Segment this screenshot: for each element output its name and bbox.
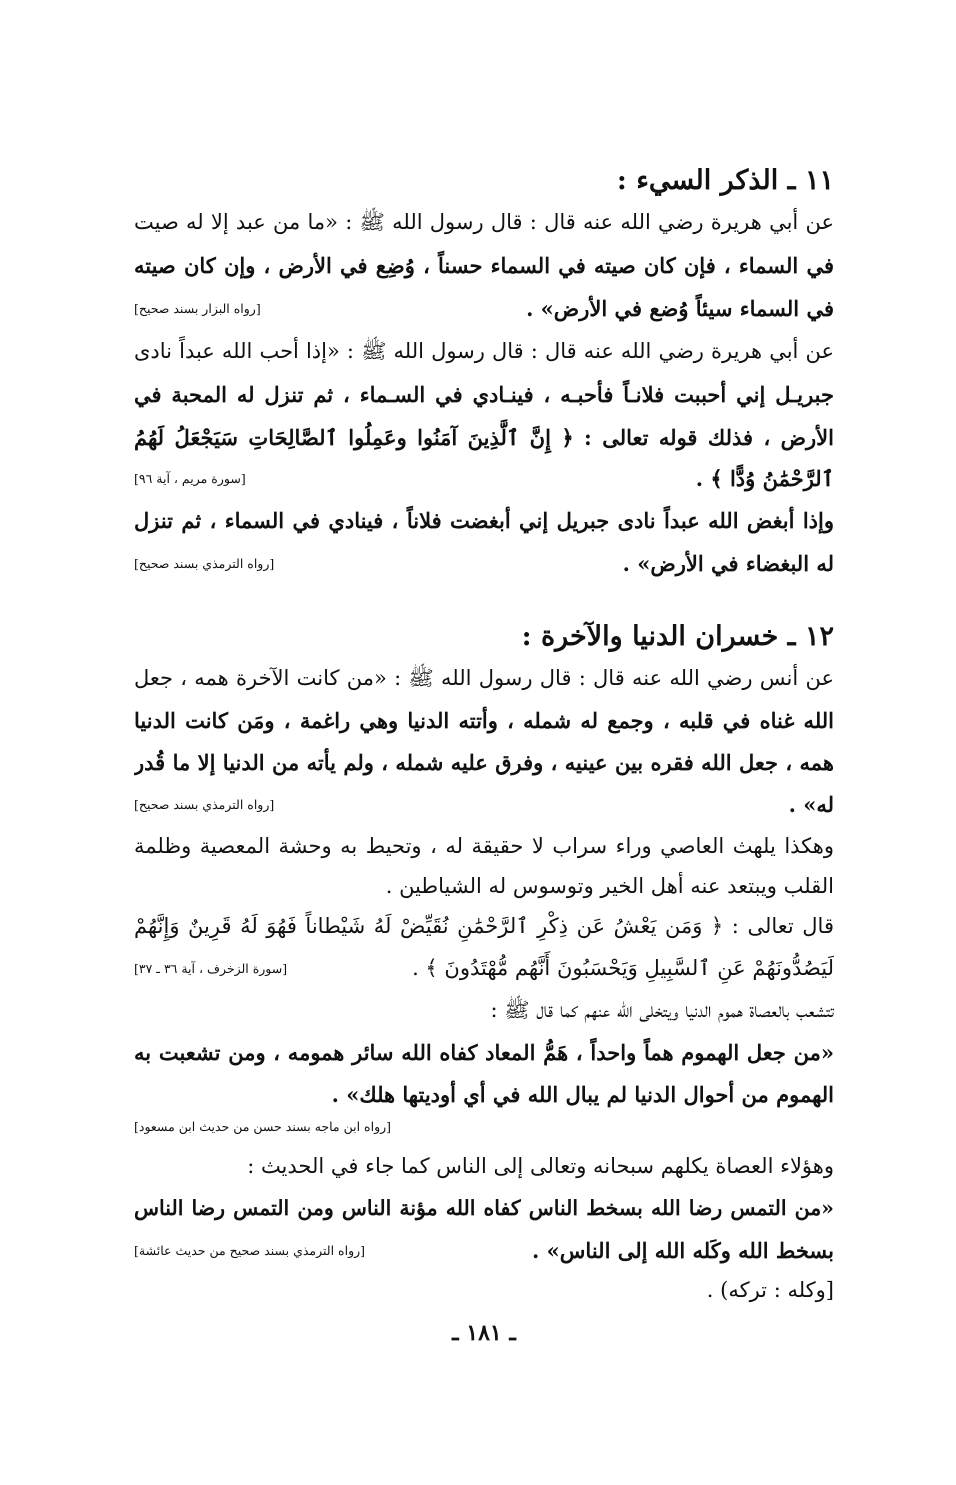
section-12-line-7: قال تعالى : ﴿ وَمَن يَعْشُ عَن ذِكْرِ ٱلرَّحْمَٰنِ نُقَيِّضْ لَهُ شَيْطاناً فَهُوَ لَهُ قَرِينٌ وَإِنَّهُمْ bbox=[134, 914, 834, 938]
section-11-line-3-text: في السماء سيئاً وُضع في الأرض» . bbox=[526, 296, 834, 321]
citation-ibn-majah: [رواه ابن ماجه بسند حسن من حديث ابن مسعود] bbox=[134, 1119, 392, 1134]
section-11-line-9 bbox=[134, 543, 834, 584]
section-12-line-11: الهموم من أحوال الدنيا لم يبال الله في أي أوديتها هلك» . bbox=[331, 1082, 834, 1107]
section-12-line-9: تتشعب بالعصاة هموم الدنيا ويتخلى الله عنهم كما قال ﷺ : bbox=[490, 998, 834, 1022]
citation-surat-zukhruf: [سورة الزخرف ، آية ٣٦ ـ ٣٧] bbox=[134, 961, 288, 976]
citation-tirmidhi-1: [رواه الترمذي بسند صحيح] bbox=[134, 556, 275, 571]
section-11-line-1: عن أبي هريرة رضي الله عنه قال : قال رسول الله ﷺ : «ما من عبد إلا له صيت bbox=[134, 210, 834, 234]
section-11-line-5: جبريـل إني أحببت فلانـاً فأحبـه ، فينـادي في السـماء ، ثم تنزل له المحبة في bbox=[134, 382, 834, 407]
section-12-line-14-text: بسخط الله وكَله الله إلى الناس» . bbox=[532, 1238, 834, 1263]
section-12-line-15: [وكله : تركه) . bbox=[706, 1278, 834, 1302]
section-12-line-8 bbox=[134, 948, 834, 989]
page-number: ـ ١٨١ ـ bbox=[452, 1320, 516, 1346]
section-11-line-3 bbox=[134, 288, 834, 329]
section-11-line-2: في السماء ، فإن كان صيته في السماء حسناً ، وُضِع في الأرض ، وإن كان صيته bbox=[134, 253, 834, 278]
citation-surat-maryam: [سورة مريم ، آية ٩٦] bbox=[134, 471, 246, 486]
section-12-line-4-text: له» . bbox=[788, 792, 834, 817]
section-12-heading: ١٢ ـ خسران الدنيا والآخرة : bbox=[521, 621, 834, 652]
citation-tirmidhi-2: [رواه الترمذي بسند صحيح] bbox=[134, 797, 275, 812]
section-12-line-3: همه ، جعل الله فقره بين عينيه ، وفرق عليه شمله ، ولم يأته من الدنيا إلا ما قُدر bbox=[134, 750, 834, 775]
section-11-line-9-text: له البغضاء في الأرض» . bbox=[622, 551, 834, 576]
section-11-line-4: عن أبي هريرة رضي الله عنه قال : قال رسول الله ﷺ : «إذا أحب الله عبداً نادى bbox=[134, 339, 834, 363]
section-11-line-6: الأرض ، فذلك قوله تعالى : ﴿ إِنَّ ٱلَّذِينَ آمَنُوا وعَمِلُوا ٱلصَّالِحَاتِ سَيَجْعَلُ لَهُمُ bbox=[134, 425, 834, 450]
section-11-line-7 bbox=[134, 458, 834, 499]
book-page bbox=[134, 0, 834, 1485]
section-12-line-5: وهكذا يلهث العاصي وراء سراب لا حقيقة له ، وتحيط به وحشة المعصية وظلمة bbox=[134, 834, 834, 858]
citation-tirmidhi-aisha: [رواه الترمذي بسند صحيح من حديث عائشة] bbox=[134, 1243, 366, 1258]
section-12-line-8-text: لَيَصُدُّونَهُمْ عَنِ ٱلسَّبِيلِ وَيَحْسَبُونَ أَنَّهُم مُّهْتَدُونَ ﴾ . bbox=[412, 956, 834, 980]
section-12-line-1: عن أنس رضي الله عنه قال : قال رسول الله ﷺ : «من كانت الآخرة همه ، جعل bbox=[134, 666, 834, 690]
section-12-line-4 bbox=[134, 784, 834, 825]
section-12-line-2: الله غناه في قلبه ، وجمع له شمله ، وأتته الدنيا وهي راغمة ، ومَن كانت الدنيا bbox=[134, 708, 834, 733]
section-11-line-7-text: ٱلرَّحْمَٰنُ وُدًّا ﴾ . bbox=[695, 466, 834, 491]
section-12-line-14 bbox=[134, 1230, 834, 1271]
section-12-line-6: القلب ويبتعد عنه أهل الخير وتوسوس له الشياطين . bbox=[385, 874, 834, 898]
citation-bazzar: [رواه البزار بسند صحيح] bbox=[134, 301, 261, 316]
section-12-line-13: «من التمس رضا الله بسخط الناس كفاه الله مؤنة الناس ومن التمس رضا الناس bbox=[134, 1196, 834, 1220]
section-11-line-8: وإذا أبغض الله عبداً نادى جبريل إني أبغضت فلاناً ، فينادي في السماء ، ثم تنزل bbox=[134, 508, 834, 533]
section-12-line-10: «من جعل الهموم هماً واحداً ، هَمُّ المعاد كفاه الله سائر همومه ، ومن تشعبت به bbox=[134, 1040, 834, 1065]
section-12-line-12: وهؤلاء العصاة يكلهم سبحانه وتعالى إلى الناس كما جاء في الحديث : bbox=[247, 1154, 834, 1178]
section-11-heading: ١١ ـ الذكر السيء : bbox=[616, 165, 834, 196]
